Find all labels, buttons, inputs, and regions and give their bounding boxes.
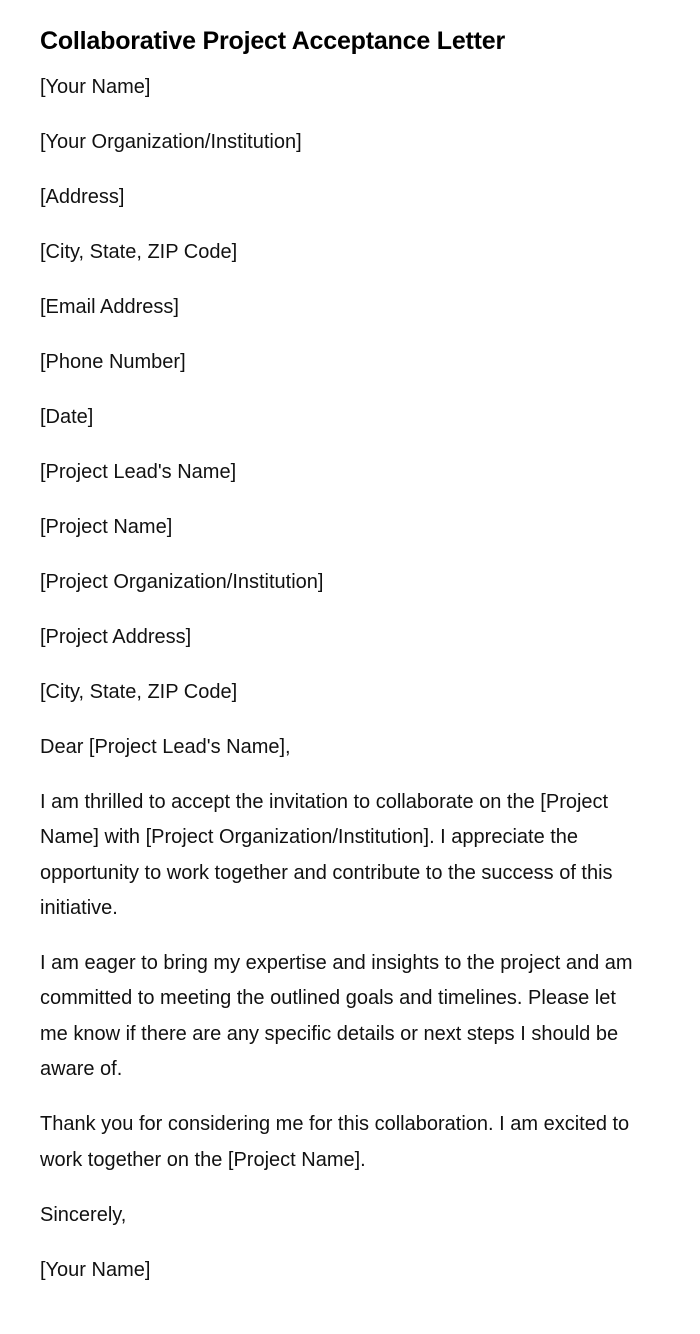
body-paragraph: I am thrilled to accept the invitation to collaborate on the [Project Name] with [Project Organization/Institution]. I appreciate the opportunity to work together and contribute to the success of this initiative.: [40, 791, 613, 919]
sender-email: [Email Address]: [40, 296, 179, 318]
recipient-block: [40, 455, 660, 710]
sender-city-state-zip: [City, State, ZIP Code]: [40, 241, 238, 263]
sender-block: [40, 70, 660, 380]
sender-organization: [Your Organization/Institution]: [40, 131, 302, 153]
salutation: Dear [Project Lead's Name],: [40, 736, 291, 758]
sender-phone: [Phone Number]: [40, 351, 186, 373]
recipient-project-name: [Project Name]: [40, 516, 173, 538]
recipient-lead-name: [Project Lead's Name]: [40, 461, 237, 483]
body-paragraph: I am eager to bring my expertise and insights to the project and am committed to meeting the outlined goals and timelines. Please let me know if there are any specific details or next steps I should be aware of.: [40, 952, 633, 1081]
closing: Sincerely,: [40, 1203, 127, 1226]
body-paragraph: Thank you for considering me for this collaboration. I am excited to work together on the [Project Name].: [40, 1113, 630, 1171]
letter-date: [Date]: [40, 406, 94, 428]
recipient-organization: [Project Organization/Institution]: [40, 571, 324, 593]
signature-name: [Your Name]: [40, 1258, 151, 1281]
sender-address: [Address]: [40, 186, 125, 208]
recipient-city-state-zip: [City, State, ZIP Code]: [40, 681, 238, 703]
recipient-address: [Project Address]: [40, 626, 192, 648]
sender-name: [Your Name]: [40, 76, 151, 98]
letter-title: Collaborative Project Acceptance Letter: [40, 27, 506, 55]
